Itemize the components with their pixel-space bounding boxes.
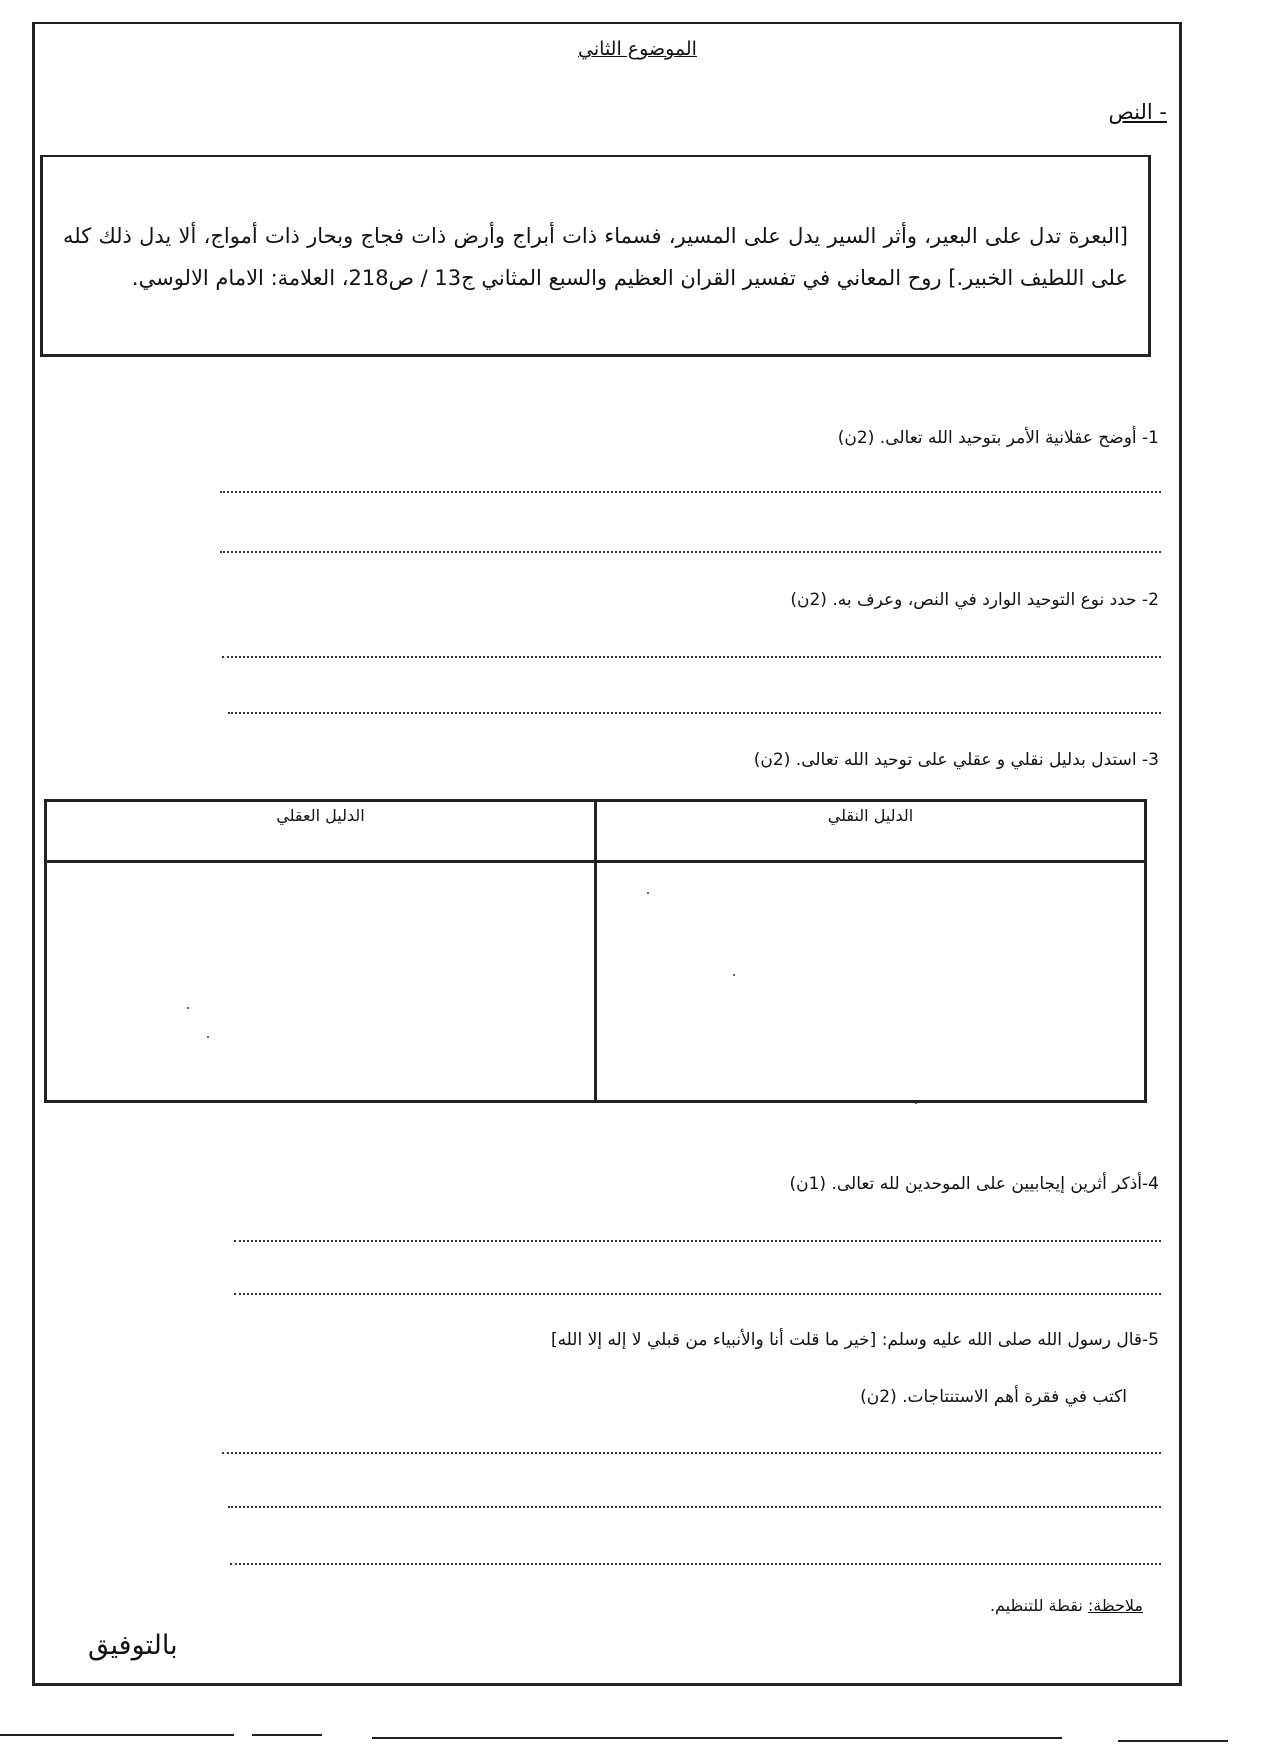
- note-text: نقطة للتنظيم.: [989, 1596, 1083, 1615]
- table-cell-aqli[interactable]: [47, 863, 594, 1100]
- table-header-aqli: الدليل العقلي: [276, 806, 365, 825]
- scan-speck: [187, 1007, 189, 1009]
- passage-box: [40, 155, 1151, 357]
- answer-line[interactable]: [222, 656, 1161, 658]
- answer-line[interactable]: [228, 1506, 1161, 1508]
- scan-speck: [207, 1036, 209, 1038]
- page-title: الموضوع الثاني: [578, 38, 697, 60]
- table-cell-naqli[interactable]: [597, 863, 1144, 1100]
- answer-line[interactable]: [222, 1452, 1161, 1454]
- scan-speck: [915, 1102, 917, 1104]
- passage-quote: [البعرة تدل على البعير، وأثر السير يدل على المسير، فسماء ذات أبراج وأرض ذات فجاج وبحار ذات أمواج، ألا يدل ذلك كله على اللطيف الخبير.]: [63, 224, 1128, 290]
- question-5-task: اكتب في فقرة أهم الاستنتاجات. (2ن): [860, 1387, 1127, 1407]
- evidence-table: [44, 799, 1147, 1103]
- note-label: ملاحظة:: [1087, 1596, 1143, 1615]
- question-2: 2- حدد نوع التوحيد الوارد في النص، وعرف به. (2ن): [790, 590, 1159, 610]
- question-4: 4-أذكر أثرين إيجابيين على الموحدين لله تعالى. (1ن): [789, 1174, 1159, 1194]
- answer-line[interactable]: [228, 712, 1161, 714]
- passage-source: روح المعاني في تفسير القران العظيم والسبع المثاني ج13 / ص218، العلامة: الامام الالوسي.: [131, 266, 942, 290]
- question-3: 3- استدل بدليل نقلي و عقلي على توحيد الله تعالى. (2ن): [753, 750, 1159, 770]
- answer-line[interactable]: [220, 491, 1161, 493]
- table-header-naqli: الدليل النقلي: [827, 806, 914, 825]
- scan-rule: [252, 1734, 322, 1736]
- closing-text: بالتوفيق: [88, 1630, 178, 1661]
- scan-speck: [733, 974, 735, 976]
- question-5: 5-قال رسول الله صلى الله عليه وسلم: [خير ما قلت أنا والأنبياء من قبلي لا إله إلا الله]: [550, 1330, 1159, 1350]
- scan-rule: [1118, 1740, 1228, 1742]
- answer-line[interactable]: [220, 551, 1161, 553]
- scan-speck: [647, 892, 649, 894]
- note: [990, 1596, 1143, 1615]
- answer-line[interactable]: [234, 1293, 1161, 1295]
- scan-rule: [0, 1734, 234, 1736]
- question-1: 1- أوضح عقلانية الأمر بتوحيد الله تعالى. (2ن): [837, 428, 1159, 448]
- scan-rule: [372, 1737, 1062, 1739]
- answer-line[interactable]: [230, 1563, 1161, 1565]
- answer-line[interactable]: [234, 1240, 1161, 1242]
- section-label-text: - النص: [1108, 100, 1167, 124]
